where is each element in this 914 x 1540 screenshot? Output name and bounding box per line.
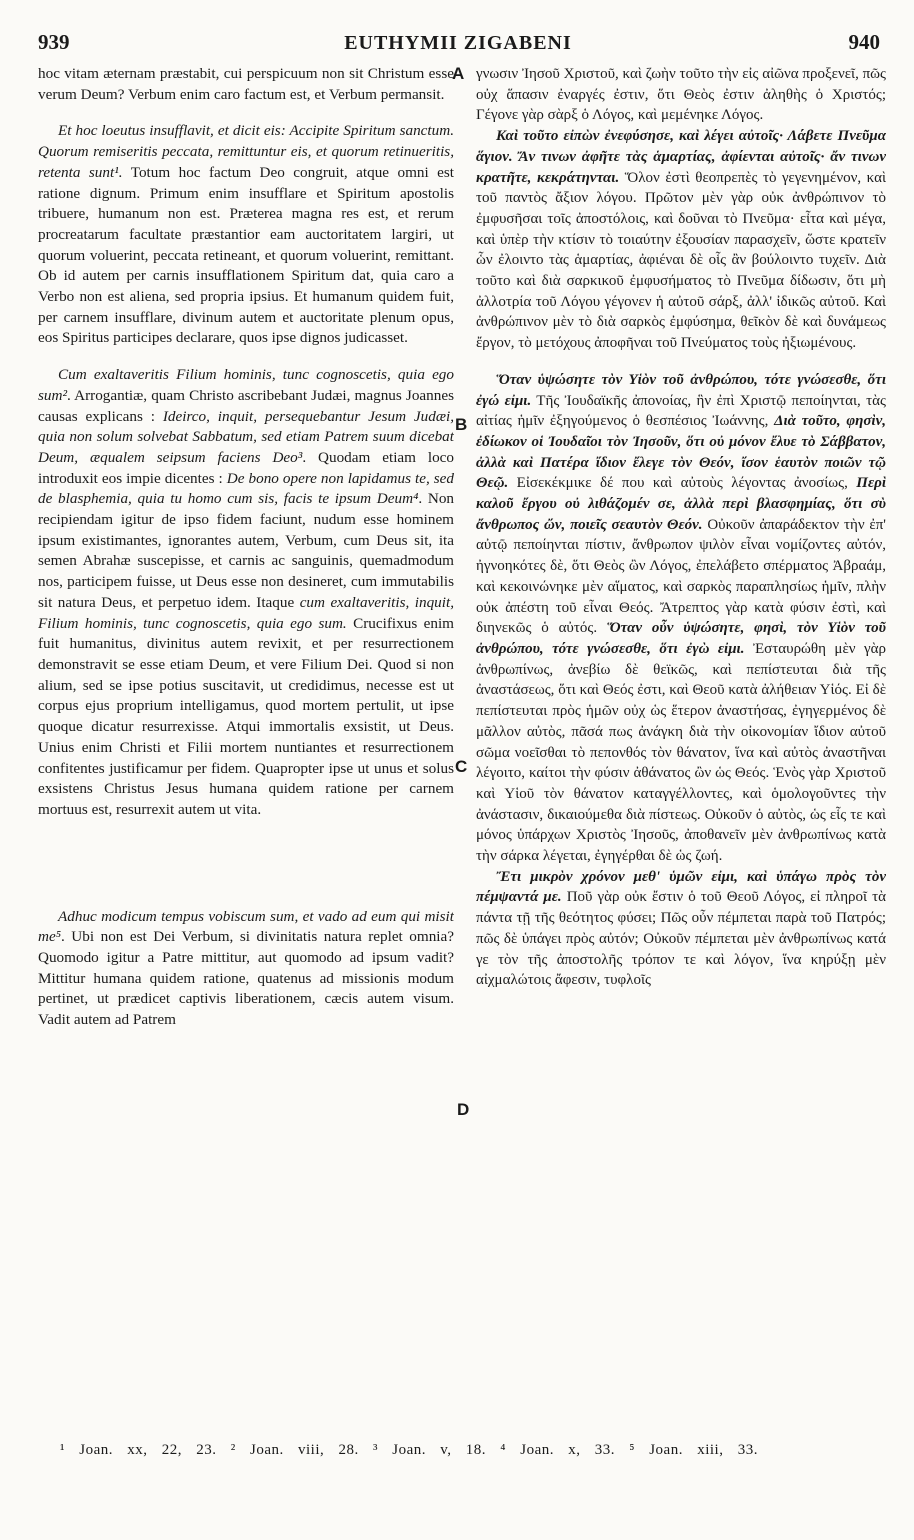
latin-quotation: cum exaltaveritis, inquit, Filium hominis, tunc cognoscetis, quia ego sum. — [38, 593, 454, 632]
page-header — [30, 30, 886, 58]
latin-commentary: . Ubi non est Dei Verbum, si divinitatis natura replet omnia? Quomodo igitur a Patre mittitur, aut quomodo ad ipsum vadit? Mittitur humana quidem ratione, quatenus ad missionis modum pertinet, ut prædicet captivis liberationem, cæcis autem visum. Vadit autem ad Patrem — [38, 928, 454, 1029]
running-title: EUTHYMII ZIGABENI — [344, 32, 572, 54]
greek-paragraph — [476, 867, 886, 991]
greek-commentary: Ἐσταυρώθη μὲν γὰρ ἀνθρωπίνως, ἀνεβίω δὲ θεϊκῶς, καὶ πεπίστευται διὰ τῆς ἀναστάσεως, ὅτι καὶ Θεός ἐστι, καὶ Θεοῦ κατὰ ἀλήθειαν Υἱός. Εἰ δὲ πεπίστευται πρὸς ἡμῶν οὐχ ὡς ἕτερον ἀναστήσας, ἐγηγερμένος δὲ μᾶλλον αὐτὸς, πᾶσά πως ἀνάγκη διὰ τὴν οἰκονομίαν ἴδιον αὐτοῦ σῶμα νοεῖσθαι τὸ πεπονθός τὸν θάνατον, ἵνα καὶ αὐτὸς ἀναστῆναι λέγοιτο, καίτοι τὴν φύσιν ἀθάνατος ὢν ὡς Θεός. Ἑνὸς γὰρ Χριστοῦ καὶ Υἱοῦ τὸν θάνατον καταγγέλλοντες, καὶ ὁμολογοῦντες τὴν ἀνάστασιν, δικαιούμεθα διὰ πίστεως. Οὐκοῦν ὁ αὐτὸς, ὡς εἷς τε καὶ μόνος ὑπάρχων Χριστὸς Ἰησοῦς, ἀποθανεῖν μὲν ἀνθρωπίνως κατὰ τὴν σάρκα λέγεται, ἐγηγέρθαι δὲ ὡς ζωή. — [476, 640, 886, 865]
latin-commentary: Totum hoc factum Deo congruit, atque omni est ratione dignum. Primum enim insufflare et Spiritum apostolis tribuere, humanum non est. Præterea magna res est, et rerum procreatarum facultate præstantior eam auctoritatem largiri, ut quorum voluerint, peccata retineant, et quorum voluerint, remittant. Ob id autem per carnis insufflationem Spiritum dat, quia caro a Verbo non est aliena, sed propria ipsius. Et humanum quidem fuit, per carnem insufflare, divinum autem et auctoritate plenum opus, eos Spiritus participes declarare, quos ipse dignos judicasset. — [38, 163, 454, 347]
greek-commentary: Τῆς Ἰουδαϊκῆς ἀπονοίας, ἣν ἐπὶ Χριστῷ πεποίηνται, τὰς αἰτίας ἡμῖν ἐξηγούμενος ὁ θεσπέσιος Ἰωάννης, — [476, 392, 886, 430]
page-number-right: 940 — [848, 30, 880, 54]
greek-commentary: Εἰσεκέκμικε δέ που καὶ αὐτοὺς λέγοντας ἀνοσίως, — [508, 475, 857, 492]
page-number-left: 939 — [38, 30, 70, 54]
latin-commentary: . Arrogantiæ, quam Christo ascribebant Judæi, magnus Joannes causas explicans : — [38, 386, 454, 425]
greek-column — [476, 64, 886, 1450]
greek-lemma: Ἔτι μικρὸν χρόνον μεθ' ὑμῶν εἰμι, καὶ ὑπάγω πρὸς τὸν πέμψαντά με. — [476, 868, 886, 906]
latin-quotation: De bono opere non lapidamus te, sed de blasphemia, quia tu homo cum sis, facis te ipsum Deum⁴ — [38, 469, 454, 508]
greek-quotation: Περὶ καλοῦ ἔργου οὐ λιθάζομέν σε, ἀλλὰ περὶ βλασφημίας, ὅτι σὺ ἄνθρωπος ὤν, ποιεῖς σεαυτὸν Θεόν. — [476, 475, 886, 533]
latin-paragraph — [38, 907, 454, 1031]
greek-paragraph — [476, 126, 886, 354]
latin-lemma: Cum exaltaveritis Filium hominis, tunc cognoscetis, quia ego sum² — [38, 366, 454, 404]
greek-commentary: Ὅλον ἐστὶ θεοπρεπὲς τὸ γεγενημένον, καὶ τοῦ παντὸς ἄξιον λόγου. Πρῶτον μὲν γὰρ οὐκ ἀνθρώπινον τὸ ἐμφυσῆσαι τοῖς ἀποστόλοις, καὶ δοῦναι τὸ Πνεῦμα· εἶτα καὶ μέγα, καὶ ὑπὲρ τὴν κτίσιν τὸ τοιαύτην ἐξουσίαν παρασχεῖν, ὥστε κρατεῖν ὧν ἐλοιντο τὰς ἁμαρτίας, ἀφιέναι δὲ οἷς ἂν βούλοιντο τυχεῖν. Διὰ τοῦτο καὶ διὰ σαρκικοῦ ἐμφυσήματος τὸ Πνεῦμα δίδωσιν, ὅτι μὴ ἀλλοτρία τοῦ Λόγου γέγονεν ἡ αὐτοῦ σάρξ, ἀλλ' ἰδικῶς αὐτοῦ. Καὶ ἀνθρώπινον μὲν τὸ διὰ σαρκὸς ἐμφύσημα, θεῖκὸν δὲ καὶ δυνάμεως ἔργον, τὸ μετόχους ἀποφῆναι τοῦ Πνεύματος τοὺς ἠξιωμένους. — [476, 169, 886, 352]
greek-lemma: Ὅταν ὑψώσητε τὸν Υἱὸν τοῦ ἀνθρώπου, τότε γνώσεσθε, ὅτι ἐγώ εἰμι. — [476, 371, 886, 409]
latin-quotation: Ideirco, inquit, persequebantur Jesum Judæi, quia non solum solvebat Sabbatum, sed etiam Patrem suum dicebat Deum, æqualem seipsum faciens Deo³ — [38, 407, 454, 466]
latin-lemma: Et hoc loeutus insufflavit, et dicit eis: Accipite Spiritum sanctum. Quorum remiseritis peccata, remittuntur eis, et quorum retinueritis, retenta sunt¹. — [38, 122, 454, 181]
footnotes: ¹ Joan. xx, 22, 23. ² Joan. viii, 28. ³ Joan. v, 18. ⁴ Joan. x, 33. ⁵ Joan. xiii, 33. — [60, 1442, 758, 1458]
latin-commentary: . Non recipiendam igitur de ipso fidem faciunt, nudum esse hominem ipsum existimantes, ignorantes autem, Verbum, cum Deus sit, ita semen Abrahæ suscepisse, et carnis ac sanguinis, quemadmodum nos, participem fuisse, ut Deus esse non desineret, cum immutabilis sit natura Deus, et perpetuo idem. Itaque — [38, 490, 454, 611]
latin-commentary: Crucifixus enim fuit humanitus, divinitus autem revixit, et per resurrectionem demonstravit se esse etiam Deum, et vere Filium Dei. Quod si non alium, sed se ipse potius suscitavit, ut credidimus, necesse est ut corpus ejus proprium intelligamus, quod mortem pertulit, ut ipse quoque dicatur resurrexisse. Atqui immortalis exsistit, ut Deus. Unius enim Christi et Filii mortem nuntiantes et resurrectionem confitentes justificamur per fidem. Quapropter ipse ut unus et solus exsistens Christus Jesus humana quidem ratione per carnem mortuus est, resurrexit autem ut vita. — [38, 614, 454, 818]
section-marker-a: A — [452, 64, 465, 83]
greek-paragraph: γνωσιν Ἰησοῦ Χριστοῦ, καὶ ζωὴν τοῦτο τὴν εἰς αἰῶνα προξενεῖ, πῶς οὐχ ἅπασιν ἐναργές ἐστιν, ὅτι Θεὸς ἐστιν ἀληθὴς ὁ Χριστός; Γέγονε γὰρ σὰρξ ὁ Λόγος, καὶ μεμένηκε Λόγος. — [476, 66, 886, 124]
latin-paragraph — [38, 121, 454, 349]
greek-paragraph — [476, 370, 886, 867]
section-marker-c: C — [455, 757, 468, 776]
latin-commentary: . Quodam etiam loco introduxit eos impie dicentes : — [38, 448, 454, 487]
greek-commentary: Ποῦ γὰρ οὐκ ἔστιν ὁ τοῦ Θεοῦ Λόγος, εἰ πληροῖ τὰ πάντα τῇ τῆς θεότητος φύσει; Πῶς οὖν πέμπεται παρὰ τοῦ Πατρός; πῶς δὲ ὑπάγει πρὸς αὐτόν; Οὐκοῦν πέμπεται μὲν ἀνθρωπίνως κατά γε τὸν τῆς ἀποστολῆς τρόπον τε καὶ λόγον, ἵνα κηρύξῃ μὲν αἰχμαλώτοις ἄφεσιν, τυφλοῖς — [476, 889, 886, 989]
greek-commentary: Οὐκοῦν ἀπαράδεκτον τὴν ἐπ' αὐτῷ πεποίηνται πίστιν, ἄνθρωπον ψιλὸν εἶναι νομίζοντες αὐτόν, ἠγνοηκότες δὲ, ὅτι Θεὸς ὢν Λόγος, ἐπελάβετο σπέρματος Ἀβραάμ, καὶ κεκοινώνηκε μὲν αἵματος, καὶ σαρκὸς παραπλησίως ἡμῖν, πλὴν οὐκ ἀπέστη τοῦ εἶναι Θεός. Ἄτρεπτος γὰρ κατὰ φύσιν ἐστὶ, καὶ διηνεκῶς ὁ αὐτός. — [476, 516, 886, 637]
latin-lemma: Adhuc modicum tempus vobiscum sum, et vado ad eum qui misit me⁵ — [38, 907, 454, 946]
latin-paragraph — [38, 365, 454, 820]
section-marker-d: D — [457, 1100, 470, 1119]
greek-quotation: Ὅταν οὖν ὑψώσητε, φησὶ, τὸν Υἱὸν τοῦ ἀνθρώπου, τότε γνώσεσθε, ὅτι ἐγὼ εἰμι. — [476, 620, 886, 657]
section-marker-b: B — [455, 415, 468, 434]
greek-quotation: Διὰ τοῦτο, φησὶν, ἐδίωκον οἱ Ἰουδαῖοι τὸν Ἰησοῦν, ὅτι οὐ μόνον ἔλυε τὸ Σάββατον, ἀλλὰ καὶ Πατέρα ἴδιον ἔλεγε τὸν Θεόν, ἴσον ἑαυτὸν ποιῶν τῷ Θεῷ. — [476, 413, 886, 492]
greek-lemma: Καὶ τοῦτο εἰπὼν ἐνεφύσησε, καὶ λέγει αὐτοῖς· Λάβετε Πνεῦμα ἅγιον. Ἄν τινων ἀφῆτε τὰς ἁμαρτίας, ἀφίενται αὐτοῖς· ἄν τινων κρατῆτε, κεκράτηνται. — [476, 128, 886, 186]
latin-column — [38, 64, 454, 1450]
latin-paragraph: hoc vitam æternam præstabit, cui perspicuum non sit Christum esse verum Deum? Verbum enim caro factum est, et Verbum permansit. — [38, 65, 454, 103]
